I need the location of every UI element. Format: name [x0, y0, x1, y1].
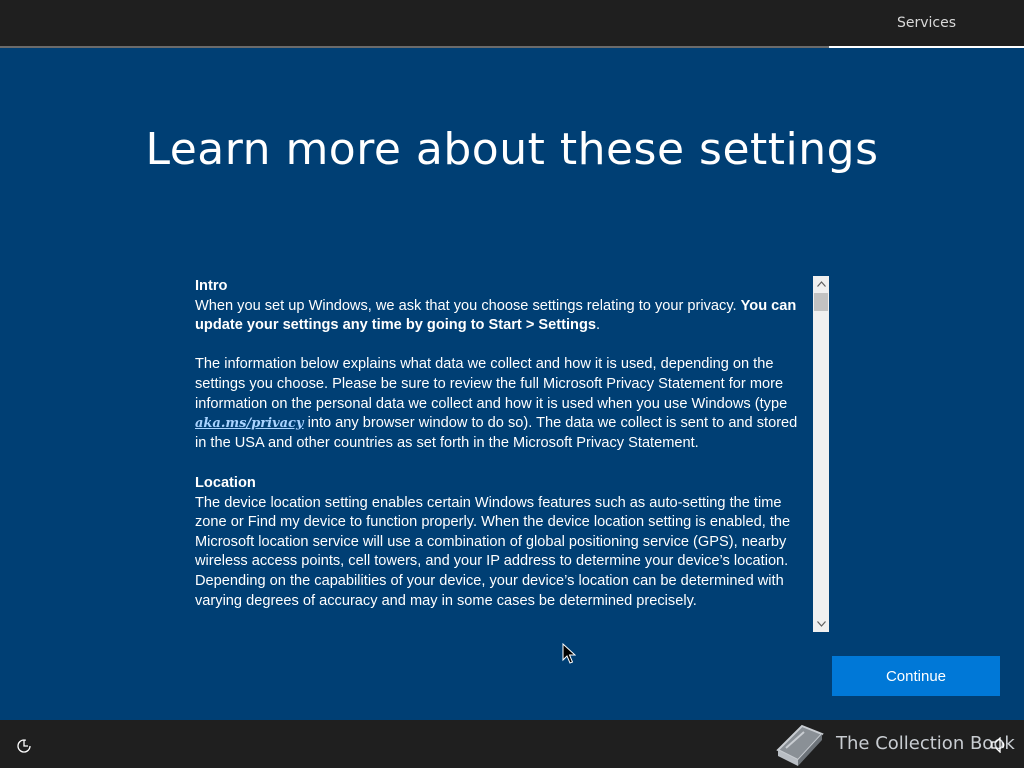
tab-services[interactable]: Services [829, 0, 1024, 48]
book-logo-icon [772, 720, 828, 766]
scroll-up-arrow-icon[interactable] [813, 276, 829, 292]
continue-button[interactable]: Continue [832, 656, 1000, 696]
mouse-cursor-icon [562, 643, 576, 665]
privacy-link[interactable]: aka.ms/privacy [195, 416, 304, 432]
scrollbar-thumb[interactable] [814, 293, 828, 311]
scroll-down-arrow-icon[interactable] [813, 616, 829, 632]
page-title: Learn more about these settings [145, 124, 879, 175]
info-paragraph [195, 355, 801, 453]
intro-paragraph [195, 297, 801, 336]
scrollbar[interactable] [813, 276, 829, 632]
top-bar [0, 0, 1024, 48]
intro-text: When you set up Windows, we ask that you choose settings relating to your privacy. [195, 297, 741, 314]
ease-of-access-icon[interactable] [15, 737, 33, 755]
info-text-after: into any browser window to do so). The data we collect is sent to and stored in the USA and other countries as set forth in the Microsoft Privacy Statement. [195, 415, 798, 451]
section-heading-location: Location [195, 474, 256, 491]
info-text-before: The information below explains what data we collect and how it is used, depending on the settings you choose. Please be sure to review the full Microsoft Privacy Statement for more information on the personal data we collect and how it is used when you use Windows (type [195, 356, 788, 412]
intro-bold-text: You can update your settings any time by going to Start > Settings [195, 297, 797, 334]
watermark-text: The Collection Book [836, 733, 1015, 754]
section-heading-intro: Intro [195, 278, 228, 294]
intro-text-end: . [595, 317, 601, 334]
location-paragraph: The device location setting enables certain Windows features such as auto-setting the time zone or Find my device to function properly. When the device location setting is enabled, the Microsoft location service will use a combination of global positioning service (GPS), nearby wireless access points, cell towers, and your IP address to determine your device’s location. Depending on the capabilities of your device, your device’s location can be determined with varying degrees of accuracy and may in some cases be determined precisely. [195, 494, 791, 609]
watermark [772, 718, 1015, 768]
volume-icon[interactable] [990, 737, 1008, 753]
privacy-text-panel[interactable] [195, 276, 801, 631]
